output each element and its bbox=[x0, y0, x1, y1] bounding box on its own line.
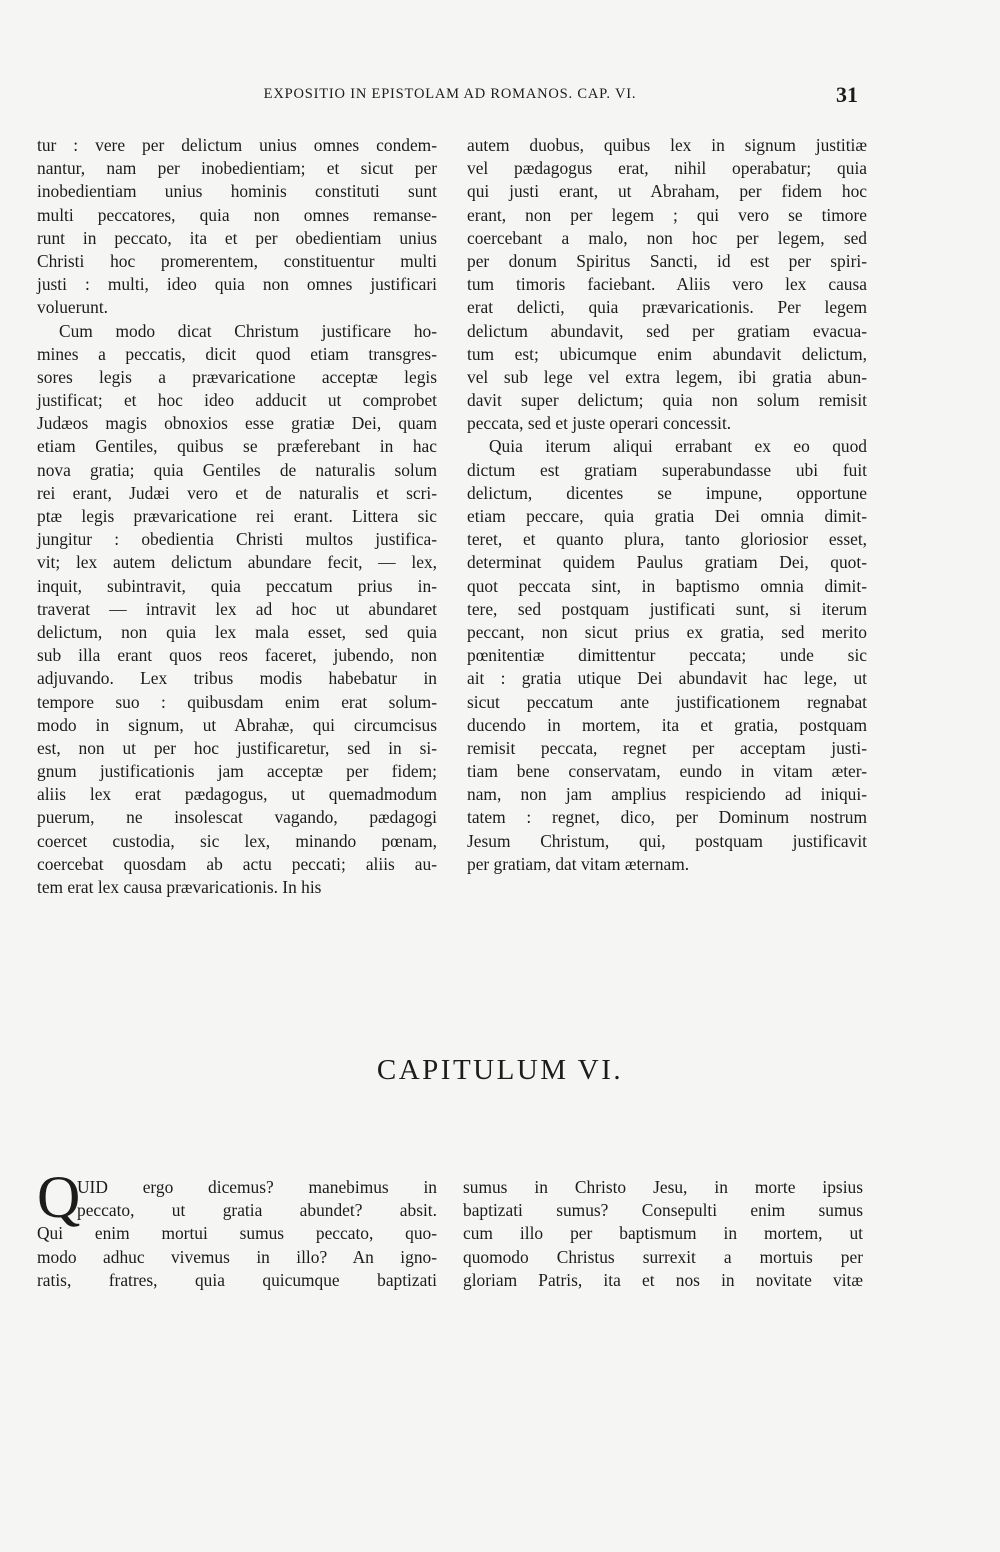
text-line: mines a peccatis, dicit quod etiam transgres- bbox=[37, 343, 437, 364]
text-line: etiam peccare, quia gratia Dei omnia dimit- bbox=[467, 506, 867, 526]
text-line: Quia iterum aliqui errabant ex eo quod bbox=[489, 436, 867, 457]
text-line: nova gratia; quia Gentiles de naturalis solum bbox=[37, 459, 437, 480]
page-number: 31 bbox=[836, 82, 858, 107]
text-line: etiam Gentiles, quibus se præferebant in hac bbox=[37, 436, 437, 457]
text-line: adjuvando. Lex tribus modis habebatur in bbox=[37, 668, 437, 689]
text-line: Christi hoc promerentem, constituentur multi bbox=[37, 250, 437, 271]
text-line: Qui enim mortui sumus peccato, quo- bbox=[37, 1223, 437, 1244]
text-line: puerum, ne insolescat vagando, pædagogi bbox=[37, 807, 437, 828]
right-column bbox=[467, 134, 867, 876]
text-line: coercebant a malo, non hoc per legem, sed bbox=[467, 227, 867, 248]
text-line: justi : multi, ideo quia non omnes justificari bbox=[37, 274, 437, 295]
text-line: pœnitentiæ dimittentur peccata; unde sic bbox=[467, 645, 867, 666]
text-line: delictum abundavit, sed per gratiam evacua- bbox=[467, 320, 867, 341]
text-line: nam, non jam amplius respiciendo ad iniqui- bbox=[467, 784, 867, 805]
left-column bbox=[37, 134, 437, 899]
text-line: cum illo per baptismum in mortem, ut bbox=[463, 1223, 863, 1244]
text-line: modo in signum, ut Abrahæ, qui circumcisus bbox=[37, 714, 437, 735]
text-line: rei erant, Judæi vero et de naturalis et scri- bbox=[37, 482, 437, 503]
text-line: UID ergo dicemus? manebimus in bbox=[77, 1177, 437, 1197]
text-line: tempore suo : quibusdam enim erat solum- bbox=[37, 691, 437, 712]
text-line: sumus in Christo Jesu, in morte ipsius bbox=[463, 1177, 863, 1197]
text-line: gnum justificationis jam acceptæ per fidem; bbox=[37, 761, 437, 782]
text-line: baptizati sumus? Consepulti enim sumus bbox=[463, 1200, 863, 1221]
running-head: EXPOSITIO IN EPISTOLAM AD ROMANOS. CAP. VI. bbox=[263, 86, 637, 102]
text-line: per donum Spiritus Sancti, id est per spiri- bbox=[467, 250, 867, 271]
text-line: tiam bene conservatam, eundo in vitam æter- bbox=[467, 761, 867, 782]
text-line: tum timoris faciebant. Aliis vero lex causa bbox=[467, 274, 867, 295]
text-line: inquit, subintravit, quia peccatum prius in- bbox=[37, 575, 437, 596]
text-line: tatem : regnet, dico, per Dominum nostrum bbox=[467, 807, 867, 828]
text-line: quot peccata sint, in baptismo omnia dimit- bbox=[467, 575, 867, 596]
text-line: vit; lex autem delictum abundare fecit, — lex, bbox=[37, 552, 437, 573]
text-line: modo adhuc vivemus in illo? An igno- bbox=[37, 1246, 437, 1267]
text-line: justificat; et hoc ideo adducit ut comprobet bbox=[37, 390, 437, 411]
text-line: sub illa erant quos reos faceret, jubendo, non bbox=[37, 645, 437, 666]
text-line: sicut peccatum ante justificationem regnabat bbox=[467, 691, 867, 712]
chapter-right-column bbox=[463, 1176, 863, 1292]
text-line: runt in peccato, ita et per obedientiam unius bbox=[37, 227, 437, 248]
text-line: Judæos magis obnoxios esse gratiæ Dei, quam bbox=[37, 413, 437, 434]
text-line: peccata, sed et juste operari concessit. bbox=[467, 413, 732, 434]
text-line: quomodo Christus surrexit a mortuis per bbox=[463, 1246, 863, 1267]
text-line: determinat quidem Paulus gratiam Dei, quot- bbox=[467, 552, 867, 573]
text-line: nantur, nam per inobedientiam; et sicut per bbox=[37, 158, 437, 179]
text-line: ducendo in mortem, ita et gratia, postquam bbox=[467, 714, 867, 735]
text-line: per gratiam, dat vitam æternam. bbox=[467, 853, 690, 874]
text-line: autem duobus, quibus lex in signum justitiæ bbox=[467, 135, 867, 155]
text-line: tur : vere per delictum unius omnes condem- bbox=[37, 135, 437, 155]
text-line: coercet custodia, sic lex, minando pœnam, bbox=[37, 830, 437, 851]
text-line: gloriam Patris, ita et nos in novitate vitæ bbox=[463, 1269, 863, 1290]
text-line: Cum modo dicat Christum justificare ho- bbox=[59, 320, 437, 341]
text-line: delictum, dicentes se impune, opportune bbox=[467, 482, 867, 503]
text-line: est, non ut per hoc justificaretur, sed in si- bbox=[37, 737, 437, 758]
text-line: traverat — intravit lex ad hoc ut abundaret bbox=[37, 598, 437, 619]
chapter-title: CAPITULUM VI. bbox=[376, 1054, 624, 1086]
text-line: sores legis a prævaricatione acceptæ legis bbox=[37, 366, 437, 387]
text-line: vel pædagogus erat, nihil operabatur; quia bbox=[467, 158, 867, 179]
text-line: erant, non per legem ; qui vero se timore bbox=[467, 204, 867, 225]
text-line: coercebat quosdam ab actu peccati; aliis au- bbox=[37, 853, 437, 874]
text-line: remisit peccata, regnet per acceptam justi- bbox=[467, 737, 867, 758]
text-line: jungitur : obedientia Christi multos justifica- bbox=[37, 529, 437, 550]
text-line: multi peccatores, quia non omnes remanse- bbox=[37, 204, 437, 225]
text-line: Jesum Christum, qui, postquam justificavit bbox=[467, 830, 867, 851]
chapter-left-column bbox=[37, 1176, 437, 1292]
drop-cap: Q bbox=[37, 1164, 81, 1230]
text-line: tere, sed postquam justificati sunt, si iterum bbox=[467, 598, 867, 619]
text-line: delictum, non quia lex mala esset, sed quia bbox=[37, 621, 437, 642]
text-line: vel sub lege vel extra legem, ibi gratia abun- bbox=[467, 366, 867, 387]
text-line: peccato, ut gratia abundet? absit. bbox=[77, 1200, 437, 1221]
text-line: teret, et quanto plura, tanto gloriosior esset, bbox=[467, 529, 867, 550]
text-line: qui justi erant, ut Abraham, per fidem hoc bbox=[467, 181, 867, 202]
text-line: ait : gratia utique Dei abundavit hac lege, ut bbox=[467, 668, 867, 689]
text-line: voluerunt. bbox=[37, 297, 108, 318]
text-line: tum est; ubicumque enim abundavit delictum, bbox=[467, 343, 867, 364]
text-line: inobedientiam unius hominis constituti sunt bbox=[37, 181, 437, 202]
text-line: ptæ legis prævaricatione rei erant. Littera sic bbox=[37, 506, 437, 526]
text-line: ratis, fratres, quia quicumque baptizati bbox=[37, 1269, 437, 1290]
text-line: davit super delictum; quia non solum remisit bbox=[467, 390, 867, 411]
text-line: dictum est gratiam superabundasse ubi fuit bbox=[467, 459, 867, 480]
text-line: aliis lex erat pædagogus, ut quemadmodum bbox=[37, 784, 437, 805]
text-line: tem erat lex causa prævaricationis. In his bbox=[37, 877, 322, 897]
text-line: erat delicti, quia prævaricationis. Per legem bbox=[467, 297, 867, 318]
text-line: peccant, non sicut prius ex gratia, sed merito bbox=[467, 621, 867, 642]
